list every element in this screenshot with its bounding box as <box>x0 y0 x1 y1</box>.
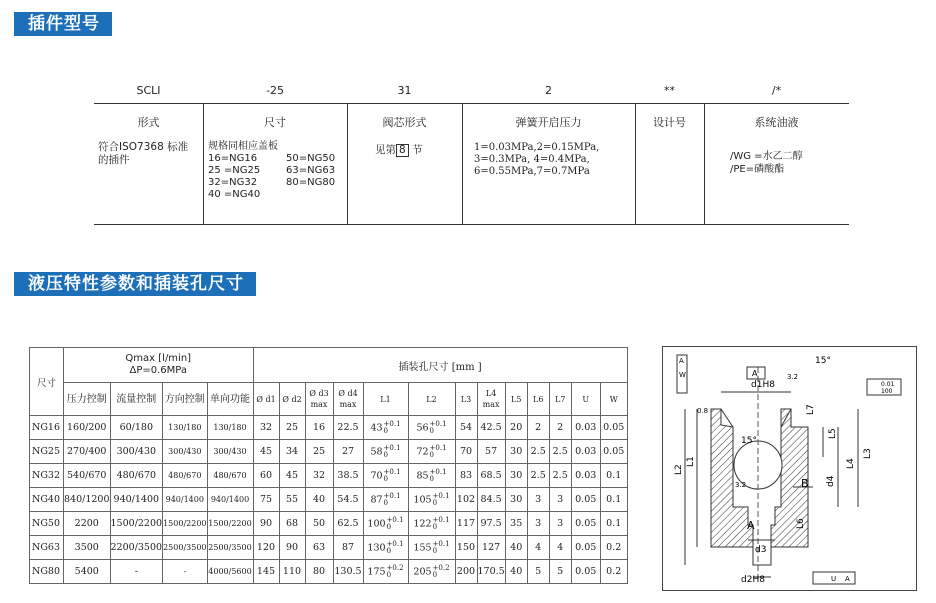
label-d4: d4 <box>826 475 836 487</box>
label-tol-w: W <box>679 371 686 379</box>
table-cell: 3 <box>527 512 549 536</box>
table-cell: 200 <box>455 560 477 584</box>
code-form: SCLI <box>136 84 161 97</box>
table-row <box>30 560 628 584</box>
table-cell: 0.1 <box>600 488 627 512</box>
table-cell: 2.5 <box>527 464 549 488</box>
table-cell: NG32 <box>30 464 64 488</box>
table-cell: 54 <box>455 416 477 440</box>
table-cell: 840/1200 <box>64 488 111 512</box>
code-spring: 2 <box>545 84 552 97</box>
table-cell: 22.5 <box>333 416 363 440</box>
label-roughness-3: 3.2 <box>735 481 747 489</box>
label-port-a: A <box>747 519 755 532</box>
table-cell-tolerance: 87 +0.1 0 <box>363 488 408 512</box>
table-cell: 5 <box>527 560 549 584</box>
table-cell: 0.05 <box>571 488 600 512</box>
label-angle-top: 15° <box>815 356 831 366</box>
table-cell: 4000/5600 <box>207 560 253 584</box>
size-description: 规格同相应盖板 16=NG16 50=NG50 25 =NG25 63=NG63 32=NG32 80=NG80 40 =NG40 <box>208 141 336 200</box>
table-cell: NG50 <box>30 512 64 536</box>
table-cell: NG16 <box>30 416 64 440</box>
table-cell: 97.5 <box>477 512 505 536</box>
table-cell: 940/1400 <box>110 488 163 512</box>
header-size: 尺寸 <box>264 116 286 129</box>
table-cell: 4 <box>527 536 549 560</box>
label-flatness-2: 100 <box>881 388 893 395</box>
header-fluid: 系统油液 <box>754 116 799 129</box>
table-cell: 40 <box>305 488 333 512</box>
table-cell: 32 <box>305 464 333 488</box>
table-cell: 30 <box>505 488 527 512</box>
table-cell: 940/1400 <box>163 488 207 512</box>
table-cell: 27 <box>333 440 363 464</box>
table-cell: 45 <box>279 464 305 488</box>
table-cell: 87 <box>333 536 363 560</box>
label-tol-u: U <box>831 575 837 583</box>
col-l6: L6 <box>527 383 549 416</box>
col-d4: Ø d4 max <box>333 383 363 416</box>
table-cell: 300/430 <box>163 440 207 464</box>
table-cell: - <box>163 560 207 584</box>
table-cell: 0.05 <box>571 536 600 560</box>
table-cell: 63 <box>305 536 333 560</box>
table-cell: 3500 <box>64 536 111 560</box>
table-row <box>30 512 628 536</box>
table-cell: 480/670 <box>207 464 253 488</box>
table-row <box>30 416 628 440</box>
spring-description: 1=0.03MPa,2=0.15MPa, 3=0.3MPa, 4=0.4MPa, 6=0.55MPa,7=0.7MPa <box>474 142 600 177</box>
table-cell: NG40 <box>30 488 64 512</box>
col-w: W <box>600 383 627 416</box>
header-spool: 阀芯形式 <box>382 116 427 129</box>
label-roughness-2: 3.2 <box>787 373 799 381</box>
code-design: ** <box>664 84 675 97</box>
table-cell: 3 <box>549 512 571 536</box>
table-cell: 35 <box>505 512 527 536</box>
table-cell: 60/180 <box>110 416 163 440</box>
label-l6: L6 <box>796 518 806 529</box>
label-port-b: B <box>801 477 809 490</box>
parameter-table <box>29 347 628 584</box>
table-cell: - <box>110 560 163 584</box>
col-l1: L1 <box>363 383 408 416</box>
table-cell: 83 <box>455 464 477 488</box>
table-cell: 90 <box>279 536 305 560</box>
table-cell-tolerance: 85 +0.1 0 <box>408 464 455 488</box>
table-cell: 30 <box>505 440 527 464</box>
spool-description: 见第 8 节 <box>375 144 423 156</box>
table-cell: 3 <box>549 488 571 512</box>
table-cell: 90 <box>253 512 279 536</box>
table-cell: 42.5 <box>477 416 505 440</box>
table-cell: 0.1 <box>600 464 627 488</box>
cavity-diagram <box>662 346 917 591</box>
section-title-params: 液压特性参数和插装孔尺寸 <box>14 272 256 296</box>
label-l7: L7 <box>806 404 816 415</box>
table-cell: 0.1 <box>600 512 627 536</box>
label-l3: L3 <box>863 448 873 459</box>
table-cell: 2.5 <box>549 464 571 488</box>
col-u: U <box>571 383 600 416</box>
table-cell: 480/670 <box>110 464 163 488</box>
table-cell: 2.5 <box>527 440 549 464</box>
label-datum-a: A <box>752 369 758 378</box>
table-cell: 480/670 <box>163 464 207 488</box>
table-cell: 160/200 <box>64 416 111 440</box>
qmax-header: Qmax [l/min] ΔP=0.6MPa <box>64 348 254 383</box>
table-cell: 32 <box>253 416 279 440</box>
table-cell: 5 <box>549 560 571 584</box>
table-cell: 1500/2200 <box>163 512 207 536</box>
header-form: 形式 <box>137 116 160 129</box>
table-cell-tolerance: 100 +0.1 0 <box>363 512 408 536</box>
table-cell: 57 <box>477 440 505 464</box>
table-cell: 2 <box>527 416 549 440</box>
fluid-description: /WG =水乙二醇 /PE=磷酸酯 <box>730 151 803 175</box>
table-cell: 120 <box>253 536 279 560</box>
table-cell: 2200 <box>64 512 111 536</box>
label-d3: d3 <box>755 545 767 555</box>
table-cell: 0.03 <box>571 416 600 440</box>
table-cell: 1500/2200 <box>207 512 253 536</box>
label-d2h8: d2H8 <box>741 575 765 585</box>
table-cell: 2 <box>549 416 571 440</box>
table-cell: 40 <box>505 560 527 584</box>
table-row <box>30 488 628 512</box>
table-cell: 110 <box>279 560 305 584</box>
table-cell-tolerance: 105 +0.1 0 <box>408 488 455 512</box>
table-cell: 0.03 <box>571 464 600 488</box>
table-cell: 60 <box>253 464 279 488</box>
col-l3: L3 <box>455 383 477 416</box>
table-cell: 150 <box>455 536 477 560</box>
table-cell: 130/180 <box>207 416 253 440</box>
table-cell: 0.03 <box>571 440 600 464</box>
table-cell: 540/670 <box>64 464 111 488</box>
label-l1: L1 <box>686 456 696 467</box>
col-l5: L5 <box>505 383 527 416</box>
table-cell: 0.05 <box>600 440 627 464</box>
table-cell-tolerance: 155 +0.1 0 <box>408 536 455 560</box>
label-l4: L4 <box>846 458 856 469</box>
table-cell: 30 <box>505 464 527 488</box>
table-cell: 50 <box>305 512 333 536</box>
table-cell: 54.5 <box>333 488 363 512</box>
label-flatness-1: 0.01 <box>881 381 895 388</box>
col-direction: 方向控制 <box>163 383 207 416</box>
label-l2: L2 <box>674 464 684 475</box>
table-cell: 2200/3500 <box>110 536 163 560</box>
table-row <box>30 536 628 560</box>
table-row <box>30 464 628 488</box>
section-title-model: 插件型号 <box>14 12 112 36</box>
col-flow: 流量控制 <box>110 383 163 416</box>
table-cell: 2.5 <box>549 440 571 464</box>
table-cell: 20 <box>505 416 527 440</box>
table-cell-tolerance: 72 +0.1 0 <box>408 440 455 464</box>
table-cell: 0.05 <box>571 560 600 584</box>
table-cell: NG80 <box>30 560 64 584</box>
table-cell: 38.5 <box>333 464 363 488</box>
table-cell-tolerance: 130 +0.1 0 <box>363 536 408 560</box>
label-datum-a-2: A <box>845 575 850 583</box>
table-cell: 25 <box>305 440 333 464</box>
table-cell: 80 <box>305 560 333 584</box>
code-spool: 31 <box>397 84 412 97</box>
table-cell: 4 <box>549 536 571 560</box>
form-description: 符合ISO7368 标准 的插件 <box>98 141 189 166</box>
table-cell: 16 <box>305 416 333 440</box>
table-cell: 0.05 <box>600 416 627 440</box>
table-cell: 70 <box>455 440 477 464</box>
hole-header: 插装孔尺寸 [mm ] <box>253 348 627 383</box>
table-cell: 62.5 <box>333 512 363 536</box>
size-header: 尺寸 <box>30 348 64 416</box>
table-cell: 0.2 <box>600 536 627 560</box>
table-cell: NG25 <box>30 440 64 464</box>
table-cell: 0.05 <box>571 512 600 536</box>
table-cell-tolerance: 70 +0.1 0 <box>363 464 408 488</box>
table-cell: 270/400 <box>64 440 111 464</box>
table-cell: NG63 <box>30 536 64 560</box>
col-pressure: 压力控制 <box>64 383 111 416</box>
table-cell: 117 <box>455 512 477 536</box>
label-angle-mid: 15° <box>741 436 757 446</box>
table-cell: 130/180 <box>163 416 207 440</box>
label-roughness-1: 0.8 <box>697 407 709 415</box>
table-cell: 300/430 <box>110 440 163 464</box>
table-cell: 68.5 <box>477 464 505 488</box>
table-cell: 0.2 <box>600 560 627 584</box>
col-l4: L4 max <box>477 383 505 416</box>
table-cell: 55 <box>279 488 305 512</box>
table-cell: 5400 <box>64 560 111 584</box>
col-check: 单向功能 <box>207 383 253 416</box>
code-fluid: /* <box>771 84 782 97</box>
table-cell: 84.5 <box>477 488 505 512</box>
header-design: 设计号 <box>653 116 686 129</box>
table-cell: 300/430 <box>207 440 253 464</box>
col-l7: L7 <box>549 383 571 416</box>
table-cell: 45 <box>253 440 279 464</box>
table-cell-tolerance: 58 +0.1 0 <box>363 440 408 464</box>
table-cell-tolerance: 122 +0.1 0 <box>408 512 455 536</box>
table-cell: 2500/3500 <box>163 536 207 560</box>
table-cell-tolerance: 175 +0.2 0 <box>363 560 408 584</box>
table-cell: 34 <box>279 440 305 464</box>
table-cell: 940/1400 <box>207 488 253 512</box>
table-cell: 1500/2200 <box>110 512 163 536</box>
table-cell: 127 <box>477 536 505 560</box>
code-size: -25 <box>266 84 284 97</box>
table-cell: 130.5 <box>333 560 363 584</box>
table-cell-tolerance: 56 +0.1 0 <box>408 416 455 440</box>
header-spring: 弹簧开启压力 <box>515 116 582 129</box>
table-cell: 75 <box>253 488 279 512</box>
cavity-drawing <box>663 347 916 590</box>
label-l5: L5 <box>828 428 838 439</box>
col-d3: Ø d3 max <box>305 383 333 416</box>
table-cell: 25 <box>279 416 305 440</box>
table-cell-tolerance: 205 +0.2 0 <box>408 560 455 584</box>
table-cell: 102 <box>455 488 477 512</box>
table-cell: 40 <box>505 536 527 560</box>
col-l2: L2 <box>408 383 455 416</box>
table-cell: 145 <box>253 560 279 584</box>
table-cell: 3 <box>527 488 549 512</box>
col-d1: Ø d1 <box>253 383 279 416</box>
col-d2: Ø d2 <box>279 383 305 416</box>
table-cell-tolerance: 43 +0.1 0 <box>363 416 408 440</box>
table-cell: 170.5 <box>477 560 505 584</box>
label-d1h8: d1H8 <box>751 380 775 390</box>
table-row <box>30 440 628 464</box>
label-tol-a: A <box>679 357 684 365</box>
table-cell: 68 <box>279 512 305 536</box>
table-cell: 2500/3500 <box>207 536 253 560</box>
